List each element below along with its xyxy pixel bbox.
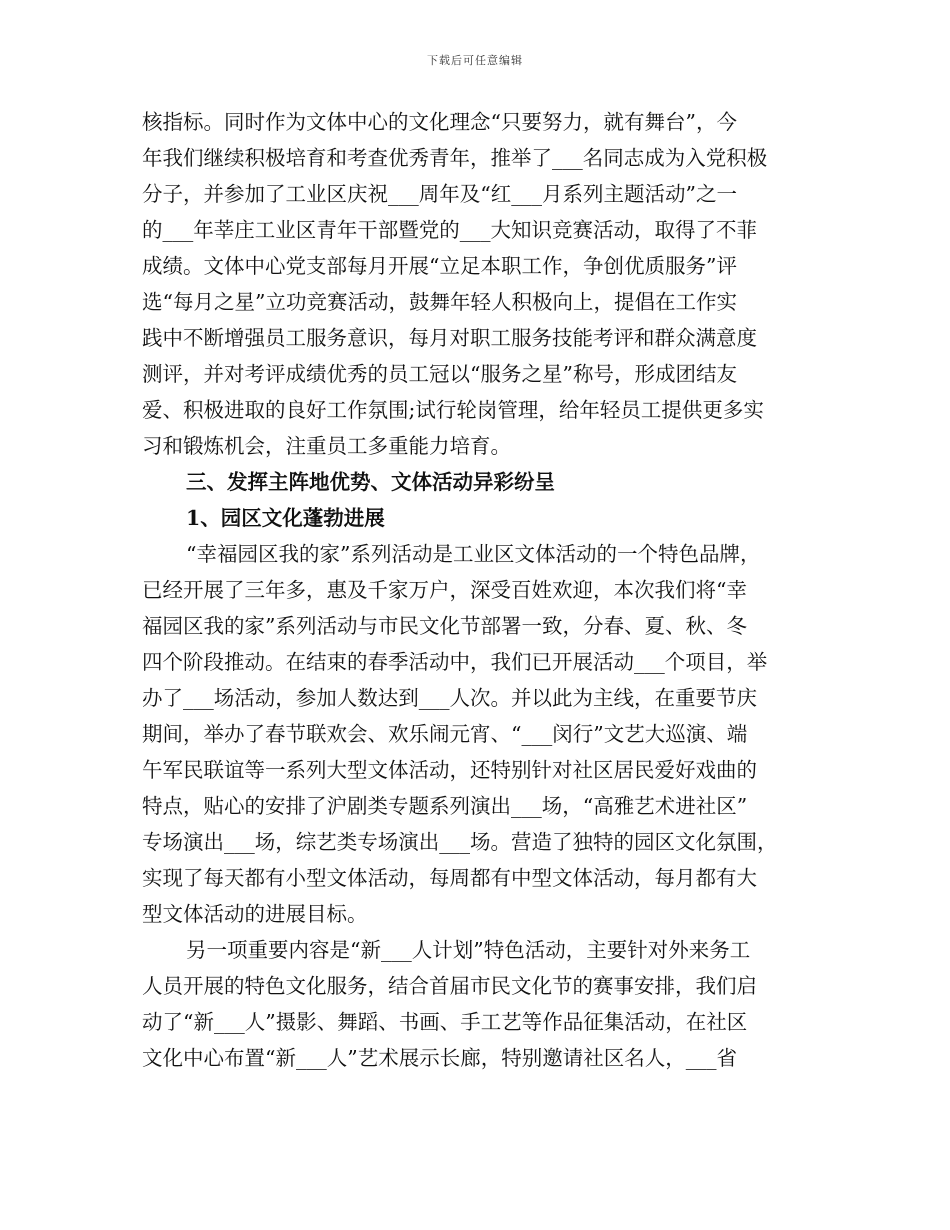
paragraph-line: 福园区我的家”系列活动与市民文化节部署一致，分春、夏、秋、冬: [142, 614, 747, 638]
paragraph-line: 践中不断增强员工服务意识，每月对职工服务技能考评和群众满意度: [142, 326, 757, 350]
paragraph-line: 另一项重要内容是“新___人计划”特色活动，主要针对外来务工: [186, 938, 751, 962]
paragraph-line: 习和锻炼机会，注重员工多重能力培育。: [142, 434, 511, 458]
paragraph-line: “幸福园区我的家”系列活动是工业区文体活动的一个特色品牌，: [186, 542, 761, 566]
paragraph-line: 测评，并对考评成绩优秀的员工冠以“服务之星”称号，形成团结友: [142, 362, 737, 386]
paragraph-line: 成绩。文体中心党支部每月开展“立足本职工作，争创优质服务”评: [142, 254, 737, 278]
paragraph-line: 核指标。同时作为文体中心的文化理念“只要努力，就有舞台”，今: [142, 110, 737, 134]
paragraph-line: 已经开展了三年多，惠及千家万户，深受百姓欢迎，本次我们将“幸: [142, 578, 747, 602]
paragraph-line: 期间，举办了春节联欢会、欢乐闹元宵、“___闵行”文艺大巡演、端: [142, 722, 748, 746]
paragraph-line: 办了___场活动，参加人数达到___人次。并以此为主线，在重要节庆: [142, 686, 757, 710]
paragraph-line: 人员开展的特色文化服务，结合首届市民文化节的赛事安排，我们启: [142, 974, 757, 998]
paragraph-line: 动了“新___人”摄影、舞蹈、书画、手工艺等作品征集活动，在社区: [142, 1010, 748, 1034]
section-heading: 三、发挥主阵地优势、文体活动异彩纷呈: [186, 470, 555, 494]
document-body: [142, 104, 812, 1076]
page-header: 下载后可任意编辑: [427, 54, 523, 67]
paragraph-line: 选“每月之星”立功竞赛活动，鼓舞年轻人积极向上，提倡在工作实: [142, 290, 737, 314]
paragraph-line: 实现了每天都有小型文体活动，每周都有中型文体活动，每月都有大: [142, 866, 757, 890]
paragraph-line: 四个阶段推动。在结束的春季活动中，我们已开展活动___个项目，举: [142, 650, 768, 674]
paragraph-line: 型文体活动的进展目标。: [142, 902, 368, 926]
section-heading: 1、园区文化蓬勃进展: [186, 506, 385, 530]
paragraph-line: 特点，贴心的安排了沪剧类专题系列演出___场，“高雅艺术进社区”: [142, 794, 748, 818]
paragraph-line: 分子，并参加了工业区庆祝___周年及“红___月系列主题活动”之一: [142, 182, 737, 206]
paragraph-line: 年我们继续积极培育和考查优秀青年，推举了___名同志成为入党积极: [142, 146, 768, 170]
paragraph-line: 的___年莘庄工业区青年干部暨党的___大知识竞赛活动，取得了不菲: [142, 218, 757, 242]
paragraph-line: 专场演出___场，综艺类专场演出___场。营造了独特的园区文化氛围，: [142, 830, 778, 854]
paragraph-line: 文化中心布置“新___人”艺术展示长廊，特别邀请社区名人，___省: [142, 1046, 737, 1070]
paragraph-line: 午军民联谊等一系列大型文体活动，还特别针对社区居民爱好戏曲的: [142, 758, 757, 782]
paragraph-line: 爱、积极进取的良好工作氛围;试行轮岗管理，给年轻员工提供更多实: [142, 398, 764, 422]
